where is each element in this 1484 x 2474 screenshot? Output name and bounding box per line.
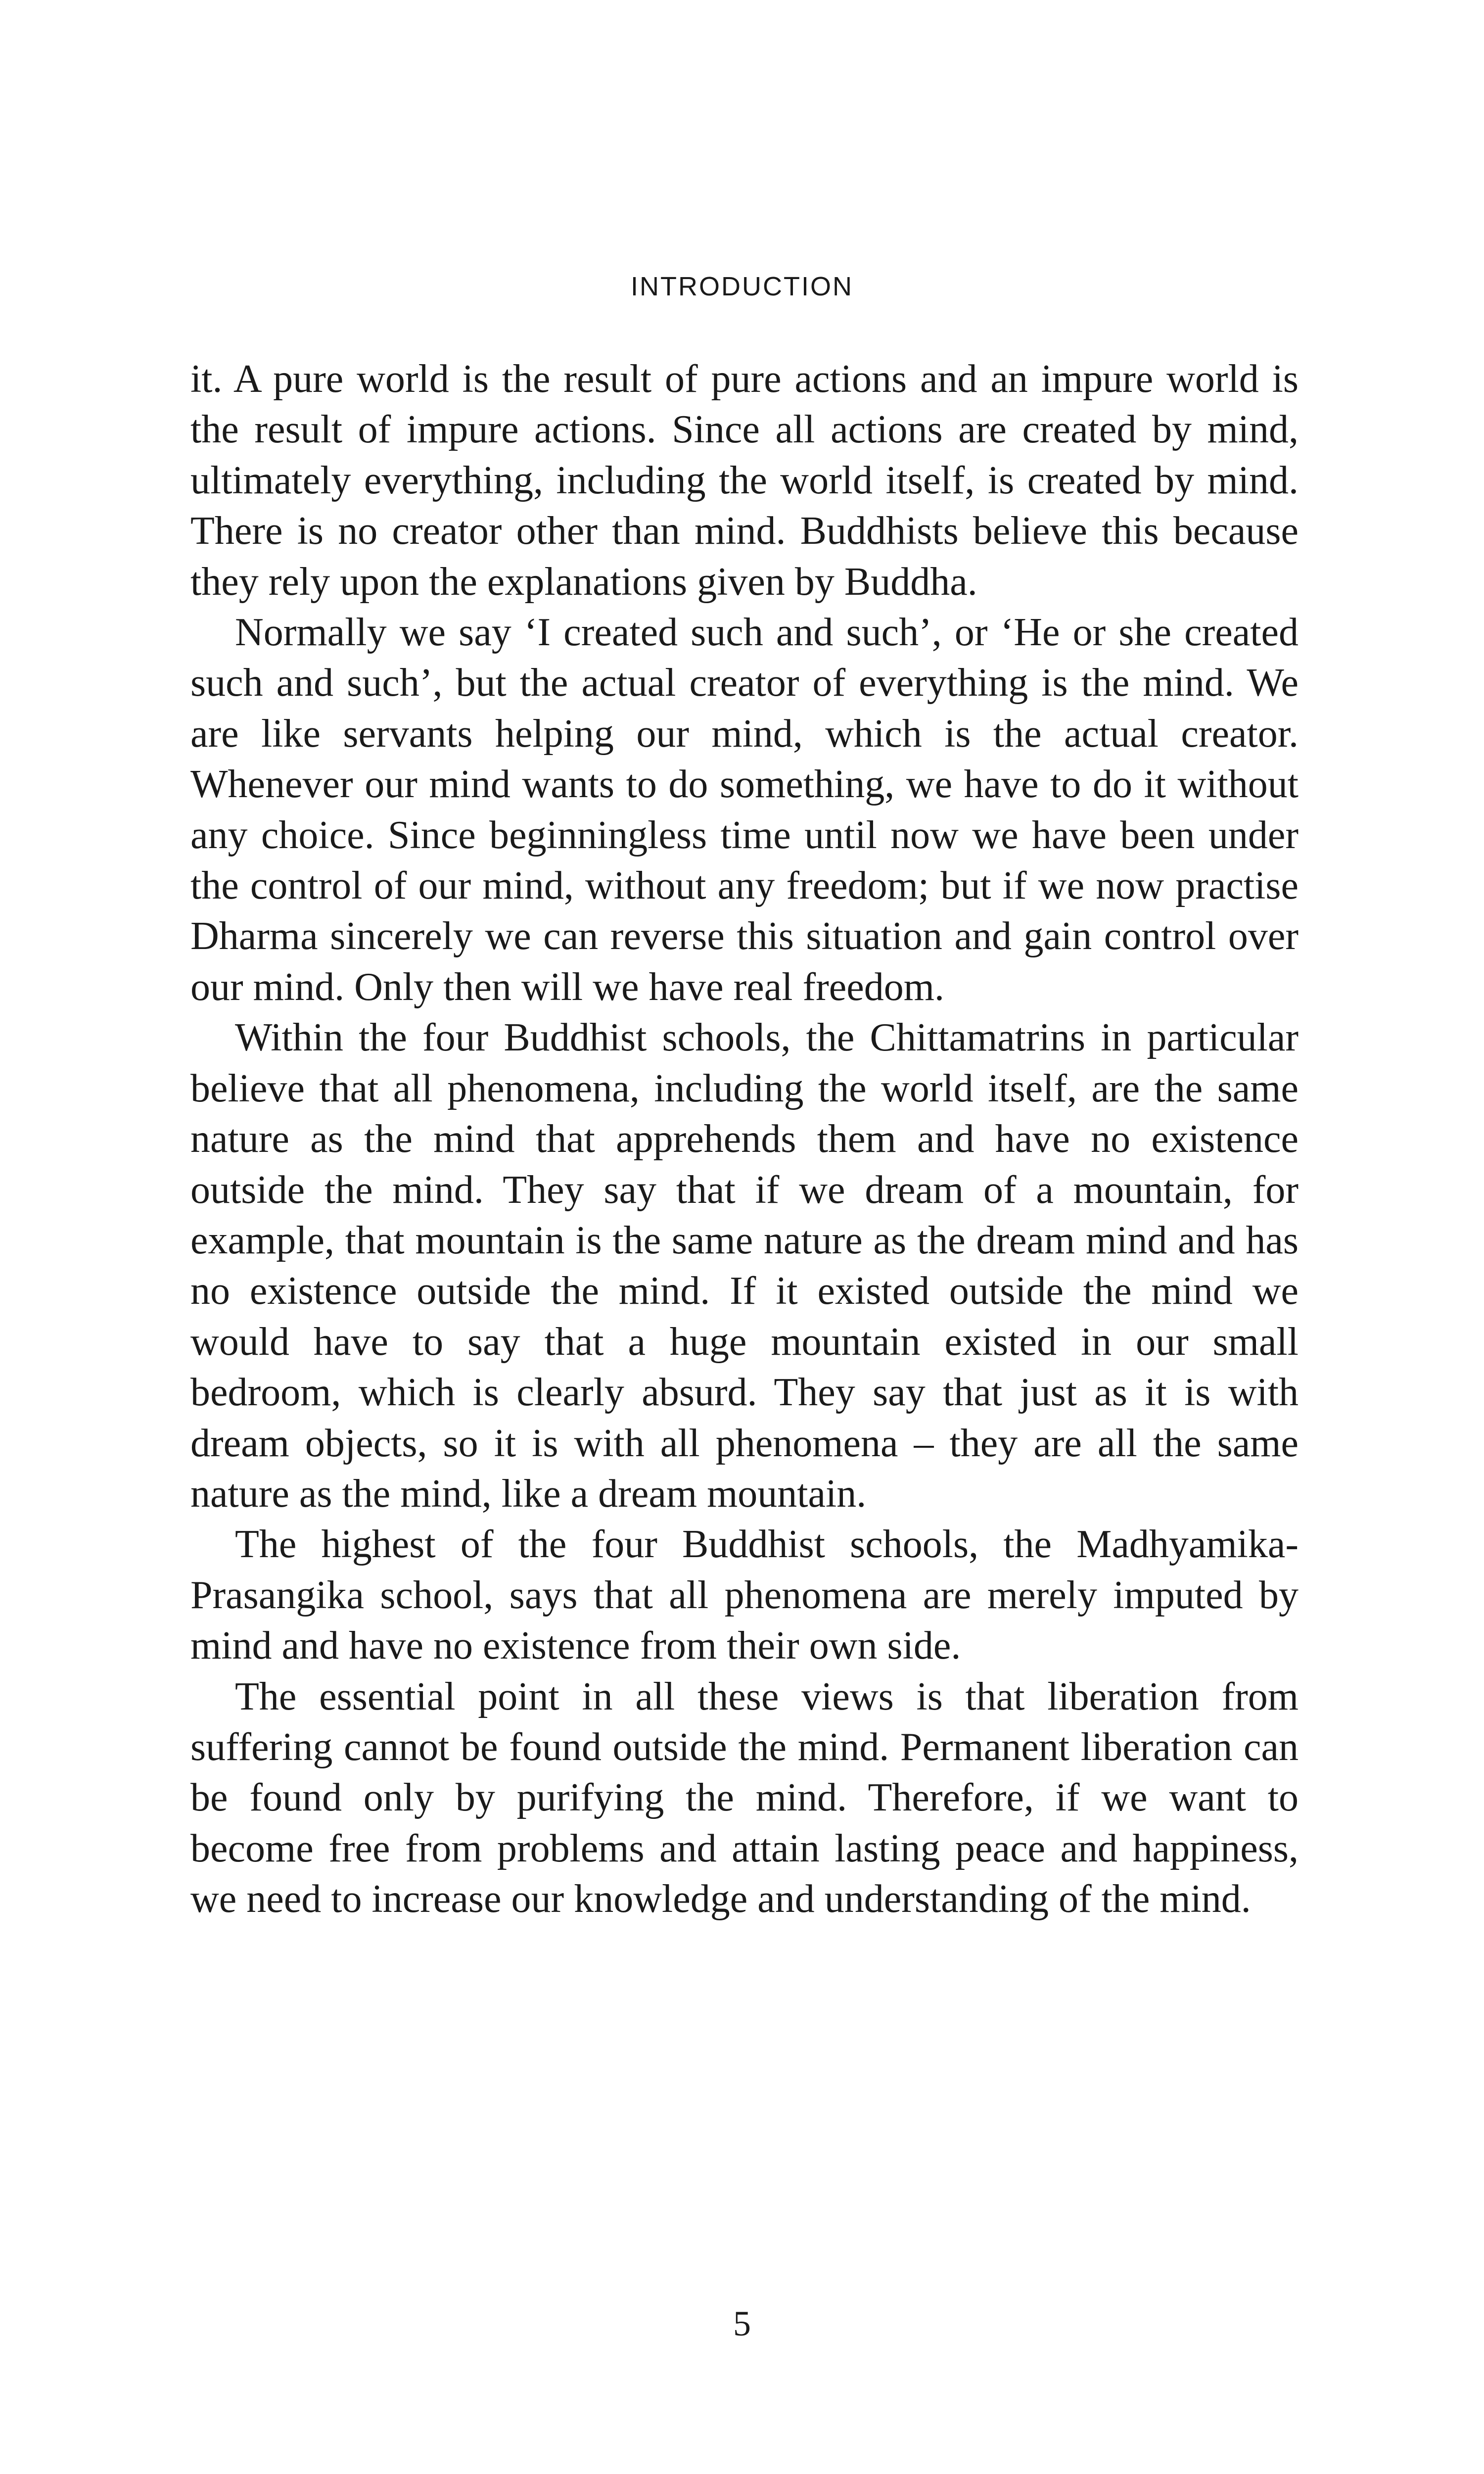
running-head: INTRODUCTION	[631, 272, 853, 301]
paragraph: Within the four Buddhist schools, the Chittamatrins in particular believe that all phenomena, including the world itself, are the same nature as the mind that apprehends them and have no existence outside the mind. They say that if we dream of a mountain, for example, that mountain is the same nature as the dream mind and has no existence outside the mind. If it existed outside the mind we would have to say that a huge mountain existed in our small bedroom, which is clearly absurd. They say that just as it is with dream objects, so it is with all phenomena – they are all the same nature as the mind, like a dream mountain.	[190, 1016, 1298, 1516]
paragraph: The essential point in all these views is that liberation from suffering cannot be found outside the mind. Permanent liberation can be found only by purifying the mind. Therefore, if we want to become free from problems and attain lasting peace and happiness, we need to increase our knowledge and understanding of the mind.	[190, 1674, 1298, 1921]
body-text	[190, 354, 1298, 1925]
page-number: 5	[733, 2304, 751, 2343]
paragraph: The highest of the four Buddhist schools, the Madhyamika-Prasangika school, says that all phenomena are merely imputed by mind and have no existence from their own side.	[190, 1522, 1298, 1668]
paragraph: Normally we say ‘I created such and such’, or ‘He or she created such and such’, but the actual creator of everything is the mind. We are like servants helping our mind, which is the actual creator. Whenever our mind wants to do something, we have to do it without any choice. Since beginningless time until now we have been under the control of our mind, without any freedom; but if we now practise Dharma sincerely we can reverse this situation and gain control over our mind. Only then will we have real freedom.	[190, 611, 1298, 1009]
paragraph-continuation: it. A pure world is the result of pure actions and an impure world is the result of impure actions. Since all actions are created by mind, ultimately everything, including the world itself, is created by mind. There is no creator other than mind. Buddhists believe this because they rely upon the explanations given by Buddha.	[190, 357, 1298, 604]
